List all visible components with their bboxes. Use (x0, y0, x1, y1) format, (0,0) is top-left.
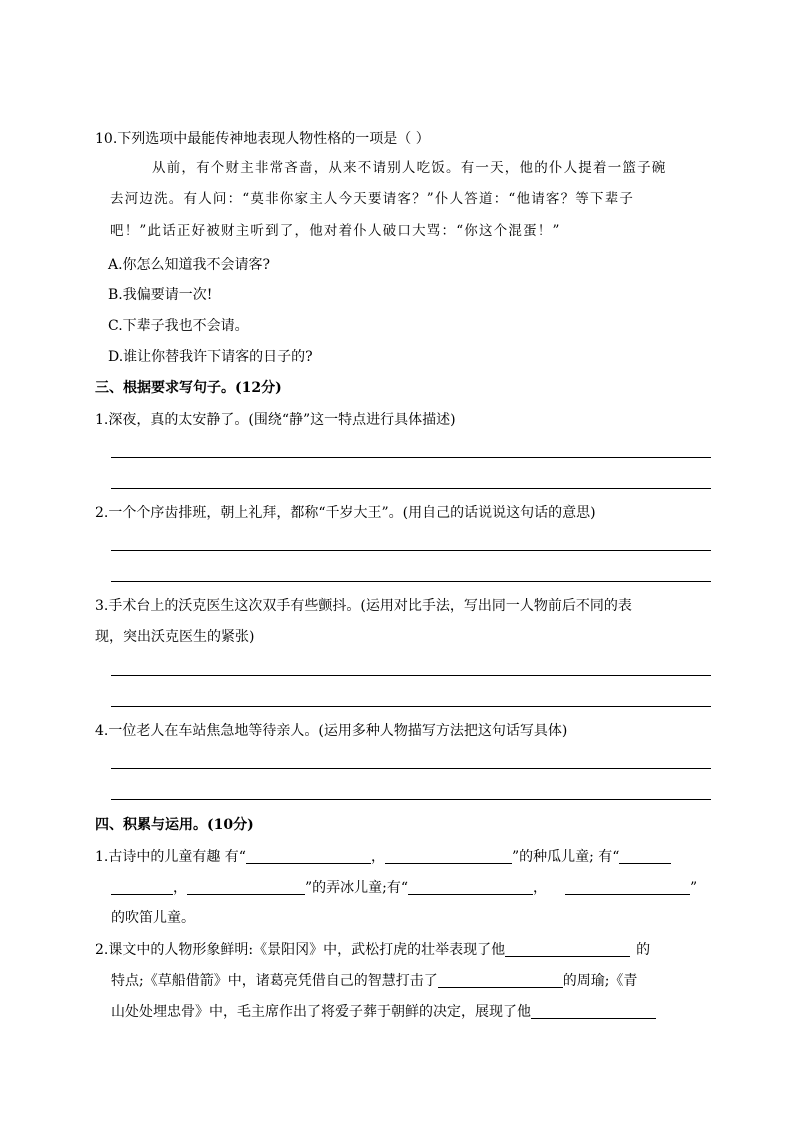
fill-blank[interactable] (505, 940, 630, 957)
answer-line[interactable] (111, 581, 711, 582)
s4-q1-text: ”的弄冰儿童;有“ (305, 880, 409, 896)
option-a[interactable]: A.你怎么知道我不会请客? (108, 257, 271, 273)
passage-line-3: 吧！”此话正好被财主听到了，他对着仆人破口大骂：“你这个混蛋！” (110, 223, 561, 239)
answer-line[interactable] (111, 457, 711, 458)
answer-line[interactable] (111, 706, 711, 707)
s3-item-4: 4.一位老人在车站焦急地等待亲人。(运用多种人物描写方法把这句话写具体) (95, 723, 568, 739)
s4-q1-line-3: 的吹笛儿童。 (111, 910, 195, 926)
s4-q2-text: 的周瑜;《青 (562, 973, 638, 989)
s4-q1-text: ， (370, 849, 385, 865)
answer-line[interactable] (111, 799, 711, 800)
fill-blank[interactable] (187, 878, 305, 895)
s4-q2-text: 山处处埋忠骨》中，毛主席作出了将爱子葬于朝鲜的决定，展现了他 (111, 1004, 531, 1020)
s4-q1-text: ” (690, 880, 698, 896)
s4-q1-text: ， (533, 880, 548, 896)
s4-q2-line-1 (95, 940, 650, 960)
s4-q1-text: 1.古诗中的儿童有趣 有“ (95, 849, 246, 865)
s3-item-2: 2.一个个序齿排班，朝上礼拜，都称“千岁大王”。(用自己的话说说这句话的意思) (95, 505, 596, 521)
s3-item-1: 1.深夜，真的太安静了。(围绕“静”这一特点进行具体描述) (95, 412, 456, 428)
option-b[interactable]: B.我偏要请一次! (108, 287, 213, 303)
fill-blank[interactable] (385, 847, 512, 864)
fill-blank[interactable] (619, 847, 671, 864)
fill-blank[interactable] (531, 1002, 656, 1019)
answer-line[interactable] (111, 675, 711, 676)
option-c[interactable]: C.下辈子我也不会请。 (108, 318, 249, 334)
passage-line-2: 去河边洗。有人问：“莫非你家主人今天要请客？”仆人答道：“他请客？等下辈子 (110, 191, 635, 207)
s4-q1-line-1 (95, 847, 671, 867)
s4-q2-text: 2.课文中的人物形象鲜明:《景阳冈》中，武松打虎的壮举表现了他 (95, 942, 506, 958)
section-3-title: 三、根据要求写句子。(12分) (95, 380, 282, 396)
section-4-title: 四、积累与运用。(10分) (95, 817, 254, 833)
s4-q2-text: 特点;《草船借箭》中，诸葛亮凭借自己的智慧打击了 (111, 973, 438, 989)
option-d[interactable]: D.谁让你替我许下请客的日子的? (108, 349, 313, 365)
question-10-stem: 10.下列选项中最能传神地表现人物性格的一项是（ ） (95, 131, 430, 147)
s4-q2-line-2 (111, 971, 637, 991)
fill-blank[interactable] (111, 878, 173, 895)
fill-blank[interactable] (565, 878, 690, 895)
fill-blank[interactable] (408, 878, 533, 895)
passage-line-1: 从前，有个财主非常吝啬，从来不请别人吃饭。有一天，他的仆人提着一篮子碗 (152, 160, 667, 176)
answer-line[interactable] (111, 488, 711, 489)
answer-line[interactable] (111, 768, 711, 769)
s4-q2-line-3 (111, 1002, 656, 1022)
s4-q1-text: ”的种瓜儿童; 有“ (511, 849, 620, 865)
s3-item-3-line-2: 现，突出沃克医生的紧张) (95, 629, 255, 645)
s4-q1-line-2 (111, 878, 697, 898)
fill-blank[interactable] (246, 847, 371, 864)
answer-line[interactable] (111, 550, 711, 551)
fill-blank[interactable] (438, 971, 563, 988)
s3-item-3-line-1: 3.手术台上的沃克医生这次双手有些颤抖。(运用对比手法，写出同一人物前后不同的表 (95, 598, 632, 614)
s4-q1-text: ， (173, 880, 187, 896)
s4-q2-text: 的 (636, 942, 651, 958)
